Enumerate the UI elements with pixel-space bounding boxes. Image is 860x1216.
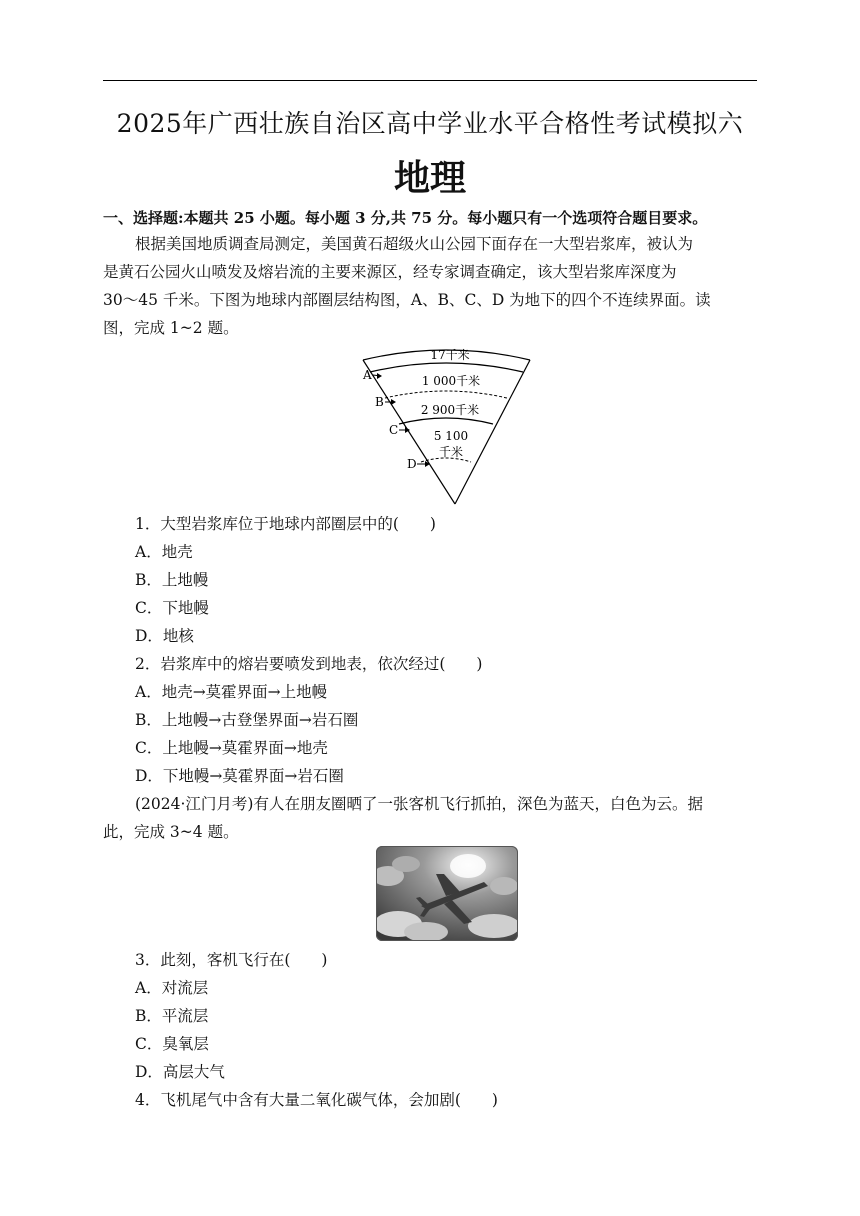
q1-stem: 1．大型岩浆库位于地球内部圈层中的( ) [135, 515, 436, 533]
q3-option-b: B．平流层 [135, 1007, 209, 1025]
airplane-photo [376, 846, 518, 941]
q3-option-d: D．高层大气 [135, 1063, 225, 1081]
q2-option-a: A．地壳→莫霍界面→上地幔 [135, 683, 328, 701]
section-heading: 一、选择题:本题共 25 小题。每小题 3 分,共 75 分。每小题只有一个选项符合题目要求。 [103, 209, 708, 227]
boundary-label-b: B [375, 395, 384, 409]
q1-option-c: C．下地幔 [135, 599, 209, 617]
q2-option-c: C．上地幔→莫霍界面→地壳 [135, 739, 328, 757]
top-rule [103, 80, 757, 81]
passage1-line-3: 30～45 千米。下图为地球内部圈层结构图，A、B、C、D 为地下的四个不连续界面。读 [103, 291, 711, 309]
q2-option-b: B．上地幔→古登堡界面→岩石圈 [135, 711, 359, 729]
depth-label-unit: 千米 [438, 445, 464, 459]
passage1-line-1: 根据美国地质调查局测定，美国黄石超级火山公园下面存在一大型岩浆库，被认为 [135, 235, 694, 253]
boundary-label-c: C [389, 423, 399, 437]
subject-title: 地理 [393, 158, 466, 199]
q4-stem: 4．飞机尾气中含有大量二氧化碳气体，会加剧( ) [135, 1091, 498, 1109]
passage1-line-4: 图，完成 1~2 题。 [103, 319, 239, 337]
depth-label-2900: 2 900千米 [420, 403, 480, 417]
passage2-line-2: 此，完成 3~4 题。 [103, 823, 239, 841]
passage1-line-2: 是黄石公园火山喷发及熔岩流的主要来源区，经专家调查确定，该大型岩浆库深度为 [103, 263, 677, 281]
q1-option-a: A．地壳 [135, 543, 193, 561]
boundary-label-a: A [363, 368, 372, 382]
depth-label-17: 17千米 [430, 348, 470, 362]
exam-title: 2025年广西壮族自治区高中学业水平合格性考试模拟六 [116, 109, 744, 138]
q3-option-c: C．臭氧层 [135, 1035, 209, 1053]
depth-label-1000: 1 000千米 [421, 374, 481, 388]
q3-option-a: A．对流层 [135, 979, 209, 997]
earth-interior-diagram [355, 340, 545, 510]
q3-stem: 3．此刻，客机飞行在( ) [135, 951, 328, 969]
q1-option-d: D．地核 [135, 627, 194, 645]
passage2-line-1: (2024·江门月考)有人在朋友圈晒了一张客机飞行抓拍，深色为蓝天，白色为云。据 [135, 795, 703, 813]
q1-option-b: B．上地幔 [135, 571, 209, 589]
q2-option-d: D．下地幔→莫霍界面→岩石圈 [135, 767, 344, 785]
boundary-label-d: D [407, 457, 417, 471]
depth-label-5100: 5 100 [433, 429, 469, 443]
q2-stem: 2．岩浆库中的熔岩要喷发到地表，依次经过( ) [135, 655, 483, 673]
